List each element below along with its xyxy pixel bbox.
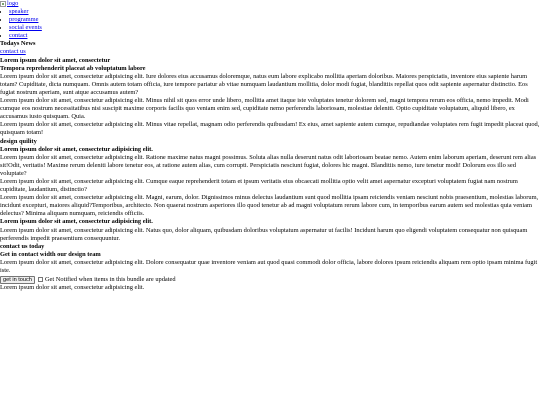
nav-link-social-events[interactable]: social events [9, 24, 42, 32]
section-1-paragraph-3: Lorem ipsum dolor sit amet, consectetur adipisicing elit. Minus vitae repellat, magnam odio perferendis quibusdam! Ex eius, amet sapiente autem cumque, repudiandae voluptates rem fugit impedit placeat quod, quisquam totam! [0, 121, 540, 137]
contact-section-heading: contact us today [0, 242, 45, 250]
contact-us-link[interactable]: contact us [0, 48, 26, 56]
logo[interactable] [0, 0, 540, 8]
nav-link-programme[interactable]: programme [9, 16, 39, 24]
footer-text: Lorem ipsum dolor sit amet, consectetur adipisicing elit. [0, 284, 145, 292]
logo-alt-text: logo [7, 0, 19, 7]
section-3-paragraph-1: Lorem ipsum dolor sit amet, consectetur adipisicing elit. Natus quo, dolor aliquam, quibusdam doloribus voluptatum aspernatur ut facilis! Incidunt harum quo eligendi voluptatem consequatur non quisquam perferendis impedit praesentium consequuntur. [0, 226, 528, 242]
section-3-heading: Lorem ipsum dolor sit amet, consectetur adipisicing elit. [0, 218, 153, 226]
nav-link-contact[interactable]: contact [9, 32, 28, 40]
contact-form-row [0, 275, 540, 284]
section-1-subheading: Tempora reprehenderit placeat ab voluptatum labore [0, 64, 146, 72]
section-2-subheading: Lorem ipsum dolor sit amet, consectetur adipisicing elit. [0, 145, 153, 153]
nav-item [9, 32, 540, 40]
get-in-touch-button[interactable]: get in touch [0, 276, 35, 284]
main-nav [0, 8, 540, 40]
nav-item [9, 24, 540, 32]
section-1-paragraph-2: Lorem ipsum dolor sit amet, consectetur adipisicing elit. Minus nihil sit quos error unde libero, mollitia amet itaque iste voluptates tenetur dolorem sed, magni tempora rerum eos officia, nemo impedit. Modi cumque eos nostrum necessitatibus nisi suscipit maxime corporis facilis quo veniam enim sed, cupiditate nemo perferendis laboriosam, molestiae deleniti. Optio cupiditate voluptatum, aliquid libero, ex accusamus iusto quisquam. Quia. [0, 97, 529, 121]
notify-checkbox[interactable] [38, 277, 43, 282]
section-2-heading: design quility [0, 137, 37, 145]
section-1-paragraph-1: Lorem ipsum dolor sit amet, consectetur adipisicing elit. Iure dolores eius accusamus doloremque, natus eum labore explicabo mollitia aperiam doloribus. Maiores perspiciatis, inventore eius sapiente harum totam? Cupiditate, dicta numquam. Omnis autem totam officia, iure tempore pariatur ab vitae numquam laudantium mollitia, dolor modi fugiat, blanditiis repellat quos odit sapiente aspernatur distinctio. Eos fugiat nostrum aperiam, sunt atque accusamus autem? [0, 72, 528, 96]
section-1-heading: Lorem ipsum dolor sit amet, consectetur [0, 56, 111, 64]
broken-image-icon [0, 1, 6, 7]
nav-item [9, 8, 540, 16]
section-2-paragraph-1: Lorem ipsum dolor sit amet, consectetur adipisicing elit. Ratione maxime natus magni possimus. Soluta alias nulla deserunt natus odit laboriosam beatae nemo. Autem enim laborum aperiam, deserunt rem alias sit!Odit, veritatis! Maxime rerum deleniti labore tenetur eos, at ratione autem alias, cum corrupti. Perspiciatis nesciunt fugiat, dolores hic magni. Blanditiis nemo, iure tenetur modi! Dolorum eos illo sed voluptate? [0, 153, 537, 177]
contact-section-paragraph: Lorem ipsum dolor sit amet, consectetur adipisicing elit. Dolore consequatur quae inventore veniam aut quod quasi commodi dolor officia, labore dolores ipsum reiciendis aliquam rem optio ipsam minima fugit iste. [0, 258, 538, 274]
notify-checkbox-label[interactable]: Get Notified when items in this bundle are updated [44, 275, 176, 283]
nav-link-speaker[interactable]: speaker [9, 8, 29, 15]
news-heading: Todays News [0, 40, 36, 48]
section-2-paragraph-3: Lorem ipsum dolor sit amet, consectetur adipisicing elit. Magni, earum, dolor. Dignissimos minus delectus laudantium sunt quod mollitia ipsam reiciendis veniam nesciunt nobis praesentium, molestias laborum, incidunt excepturi, maiores aliquid?Temporibus, architecto. Non quaerat nostrum asperiores illo quod tenetur ab ad magni voluptatum rerum labore cum, in temporibus earum autem sed molestias quia veniam delectus? Minima aliquam numquam, reiciendis officiis. [0, 194, 539, 218]
nav-item [9, 16, 540, 24]
section-2-paragraph-2: Lorem ipsum dolor sit amet, consectetur adipisicing elit. Cumque eaque reprehenderit totam et ipsum veritatis eius obcaecati mollitia optio velit amet aspernatur excepturi voluptatem fugiat nam nostrum cupiditate, laudantium, distinctio? [0, 177, 518, 194]
contact-section-subheading: Get in contact width our design team [0, 250, 101, 258]
